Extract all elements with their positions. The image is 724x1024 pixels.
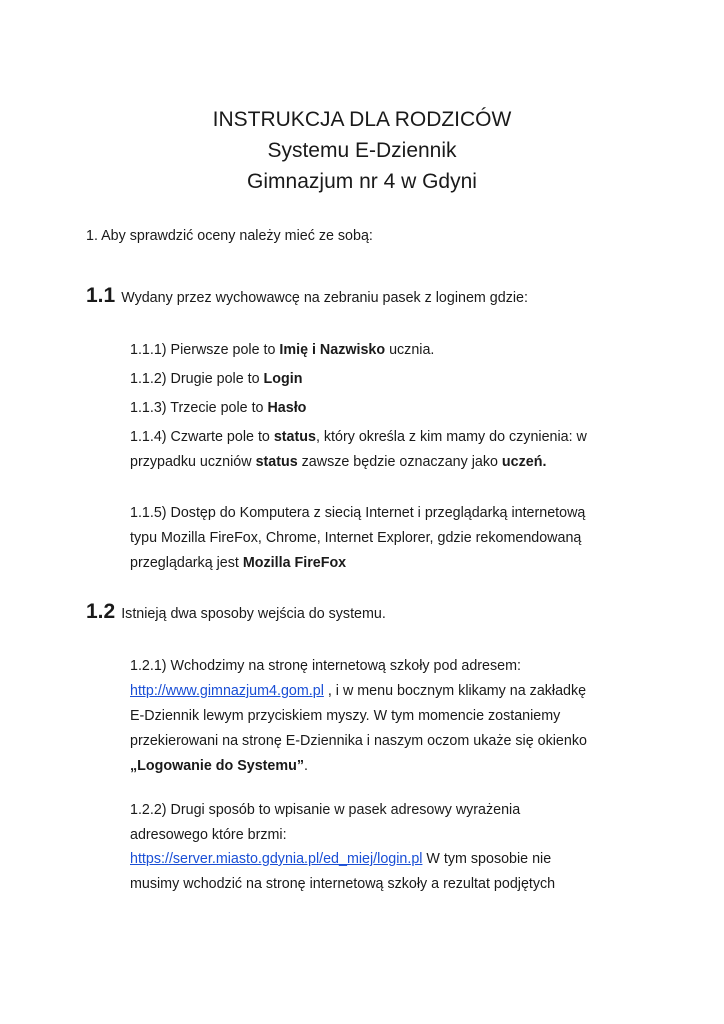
item-1-1-5-line2: typu Mozilla FireFox, Chrome, Internet Explorer, gdzie rekomendowaną (130, 530, 582, 546)
doc-title-line3: Gimnazjum nr 4 w Gdyni (247, 170, 477, 193)
item-text: , który określa z kim mamy do czynienia: w (315, 429, 587, 445)
item-text: W tym sposobie nie (422, 851, 552, 867)
section-number: 1.1 (86, 284, 116, 307)
item-1-1-2 (130, 367, 302, 391)
item-1-2-2-line4: musimy wchodzić na stronę internetową szkoły a rezultat podjętych (130, 876, 556, 892)
item-text: zawsze będzie oznaczany jako (297, 454, 502, 470)
section-1-2-heading (86, 600, 386, 624)
item-bold: Imię i Nazwisko (279, 342, 386, 358)
item-1-1-1 (130, 338, 434, 362)
item-text: 1.1.3) Trzecie pole to (130, 400, 268, 416)
intro-paragraph: 1. Aby sprawdzić oceny należy mieć ze sobą: (86, 228, 373, 244)
item-1-2-1-line1: 1.2.1) Wchodzimy na stronę internetową szkoły pod adresem: (130, 658, 521, 674)
item-1-2-1-line4: przekierowani na stronę E-Dziennika i naszym oczom ukaże się okienko (130, 733, 587, 749)
item-1-1-4-line1 (130, 425, 587, 449)
item-1-2-2-line2: adresowego które brzmi: (130, 827, 287, 843)
item-bold: uczeń. (501, 454, 547, 470)
item-text: 1.1.2) Drugie pole to (130, 371, 264, 387)
item-1-1-5-line1: 1.1.5) Dostęp do Komputera z siecią Internet i przeglądarką internetową (130, 505, 586, 521)
item-text: 1.1.1) Pierwsze pole to (130, 342, 280, 358)
item-bold: status (255, 454, 298, 470)
section-text: Istnieją dwa sposoby wejścia do systemu. (121, 606, 386, 622)
item-1-2-1-line3: E-Dziennik lewym przyciskiem myszy. W tym momencie zostaniemy (130, 708, 561, 724)
item-1-2-1-line2 (130, 679, 586, 703)
item-text: 1.1.4) Czwarte pole to (130, 429, 274, 445)
section-1-1-heading (86, 284, 528, 308)
item-bold: Login (263, 371, 303, 387)
item-bold: Hasło (267, 400, 307, 416)
login-page-link[interactable]: https://server.miasto.gdynia.pl/ed_miej/login.pl (130, 851, 423, 867)
item-1-1-5-line3 (130, 551, 346, 575)
item-1-1-3 (130, 396, 306, 420)
item-bold: status (273, 429, 316, 445)
item-text: przeglądarką jest (130, 555, 243, 571)
item-text: , i w menu bocznym klikamy na zakładkę (323, 683, 587, 699)
item-text: przypadku uczniów (130, 454, 256, 470)
doc-title-line2: Systemu E-Dziennik (267, 139, 457, 162)
item-1-2-2-line1: 1.2.2) Drugi sposób to wpisanie w pasek adresowy wyrażenia (130, 802, 521, 818)
item-1-2-2-line3 (130, 847, 551, 871)
doc-title-line1: INSTRUKCJA DLA RODZICÓW (212, 108, 512, 131)
item-1-1-4-line2 (130, 450, 546, 474)
item-text: . (303, 758, 308, 774)
item-bold: „Logowanie do Systemu” (130, 758, 304, 774)
item-bold: Mozilla FireFox (242, 555, 347, 571)
item-text: ucznia. (385, 342, 435, 358)
section-number: 1.2 (86, 600, 116, 623)
item-1-2-1-line5 (130, 754, 308, 778)
school-website-link[interactable]: http://www.gimnazjum4.gom.pl (130, 683, 324, 699)
section-text: Wydany przez wychowawcę na zebraniu pasek z loginem gdzie: (121, 290, 528, 306)
